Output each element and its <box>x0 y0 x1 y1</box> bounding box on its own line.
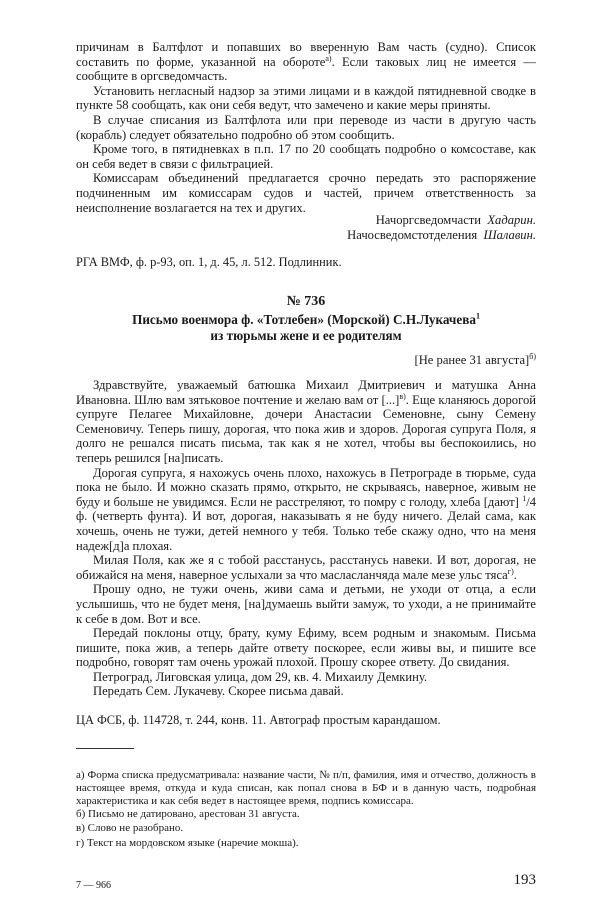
signature-line: Начоргсведомчасти Хадарин. <box>375 213 536 227</box>
archive-source: ЦА ФСБ, ф. 114728, т. 244, конв. 11. Автограф простым карандашом. <box>76 713 441 727</box>
paragraph: В случае списания из Балтфлота или при переводе из части в другую часть (корабль) следует обязательно подробно об этом сообщить. <box>76 112 536 142</box>
paragraph: Передать Сем. Лукачеву. Скорее письма давай. <box>93 684 344 699</box>
document-number: № 736 <box>286 294 326 309</box>
paragraph: Петроград, Лиговская улица, дом 29, кв. 4. Михаилу Демкину. <box>93 669 428 684</box>
footnote-ref: г) <box>507 566 514 576</box>
document-date: [Не ранее 31 августа]$^{б)}$ <box>414 351 536 367</box>
paragraph: Установить негласный надзор за этими лицами и в каждой пятидневной сводке в пункте 58 сообщать, как они себя ведут, что замечено и какие меры приняты. <box>76 83 536 113</box>
paragraph: причинам в Балтфлот и попавших во вверенную Вам часть (судно). Список составить по форме, указанной на обороте$^{а)}$. Если таковых лиц не имеется — сообщите в оргсведомчасть. <box>76 40 536 84</box>
paragraph: Прошу одно, не тужи очень, живи сама и детьми, не уходи от отца, а если услышишь, что не будет меня, [на]думаешь выйти замуж, то уходи, а не принимайте к себе в дом. Вот и все. <box>76 582 536 626</box>
signature-line: Начосведомстотделения Шалавин. <box>347 228 536 242</box>
footnote-ref: в) <box>399 391 406 401</box>
footnote: а) Форма списка предусматривала: название части, № п/п, фамилия, имя и отчество, должность в настоящее время, откуда и куда списан, как попал снова в БФ и в данную часть, подробная характеристика и как себя ведет в настоящее время, подпись комиссара. <box>76 769 536 807</box>
paragraph: Передай поклоны отцу, брату, куму Ефиму, всем родным и знакомым. Письма пишите, пока жив, а теперь дайте ответу поскорее, если живы вы, и пишите все подробно, говорят там очень урожай плохой. Прошу скорее ответу. До свидания. <box>76 626 536 670</box>
footnote: в) Слово не разобрано. <box>76 822 184 834</box>
document-title: Письмо военмора ф. «Тотлебен» (Морской) С.Н.Лукачева$^1$ из тюрьмы жене и ее родителям <box>132 311 480 343</box>
footnote-ref: 1 <box>475 311 480 321</box>
paragraph: Комиссарам объединений предлагается срочно передать это распоряжение подчиненным им комиссарам судов и частей, причем ответственность за неисполнение возлагается на тех и других. <box>76 171 536 215</box>
archive-source: РГА ВМФ, ф. р-93, оп. 1, д. 45, л. 512. Подлинник. <box>76 255 342 269</box>
footnote-ref: б) <box>529 351 536 361</box>
footnote: г) Текст на мордовском языке (наречие мокша). <box>76 837 299 849</box>
footnote-divider <box>76 748 134 749</box>
footnote-ref: а) <box>325 53 332 63</box>
signature-block <box>347 213 536 243</box>
paragraph: Кроме того, в пятидневках в п.п. 17 по 20 сообщать подробно о комсоставе, как он себя ведет в связи с фильтрацией. <box>76 142 536 171</box>
letter-text <box>76 378 536 699</box>
sheet-mark: 7 — 966 <box>76 880 111 891</box>
page-number: 193 <box>513 872 536 888</box>
footnote: б) Письмо не датировано, арестован 31 августа. <box>76 808 300 820</box>
paragraph: Дорогая супруга, я нахожусь очень плохо, нахожусь в Петрограде в тюрьме, суда пока не было. И можно сказать прямо, открыто, не скрываясь, наверное, живым не буду и больше не увидимся. Если не расстреляют, то помру с голоду, хлеба [дают] $^1$/4 ф. (четверть фунта). И вот, дорогая, наказывать я не буду ничего. Делай сама, как хочешь, очень не тужи, детей немного у тебя. Только тебе скажу одно, что на меня надеж[д]а плохая. <box>76 465 536 553</box>
paragraph: Здравствуйте, уважаемый батюшка Михаил Дмитриевич и матушка Анна Ивановна. Шлю вам зятьковое почтение и желаю вам от [...]$^{в)}$. Еще кланяюсь дорогой супруге Пелагее Михайловне, дочери Анастасии Семеновне, сыну Семену Семеновичу. Теперь пишу, дорогая, что пока жив и здоров. Дорогая супруга Поля, я долго не решался писать письма, так как я не хотел, чтобы вы беспокоились, но теперь решился [на]писать. <box>76 378 536 465</box>
order-text <box>76 40 536 215</box>
paragraph: Милая Поля, как же я с тобой расстанусь, расстанусь навеки. И вот, дорогая, не обижайся на меня, наверное услыхали за что масласланчяда мале мезе ульс тяса$^{г)}$. <box>76 553 536 582</box>
